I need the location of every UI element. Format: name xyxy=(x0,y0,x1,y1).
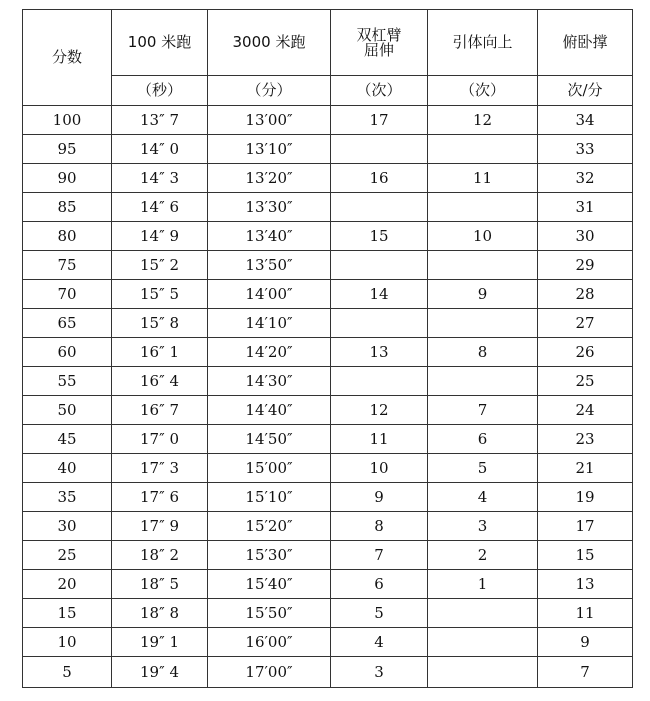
cell-run100: 17″ 0 xyxy=(112,425,208,454)
cell-dips: 4 xyxy=(331,628,428,657)
cell-run100: 18″ 5 xyxy=(112,570,208,599)
table-row xyxy=(23,628,633,657)
table-row xyxy=(23,483,633,512)
cell-run3000: 15′40″ xyxy=(208,570,331,599)
header-pushups: 俯卧撑 xyxy=(538,10,633,76)
cell-score: 55 xyxy=(23,367,112,396)
header-run3000: 3000 米跑 xyxy=(208,10,331,76)
cell-pullups: 10 xyxy=(428,222,538,251)
cell-pushups: 15 xyxy=(538,541,633,570)
table-row xyxy=(23,135,633,164)
cell-pushups: 29 xyxy=(538,251,633,280)
cell-score: 35 xyxy=(23,483,112,512)
cell-dips: 7 xyxy=(331,541,428,570)
cell-run3000: 14′00″ xyxy=(208,280,331,309)
cell-pullups xyxy=(428,193,538,222)
cell-dips xyxy=(331,367,428,396)
cell-score: 85 xyxy=(23,193,112,222)
cell-dips: 16 xyxy=(331,164,428,193)
cell-dips: 5 xyxy=(331,599,428,628)
cell-pullups: 3 xyxy=(428,512,538,541)
table-row xyxy=(23,570,633,599)
cell-pullups xyxy=(428,628,538,657)
cell-score: 40 xyxy=(23,454,112,483)
table-row xyxy=(23,512,633,541)
cell-run3000: 17′00″ xyxy=(208,657,331,688)
cell-run3000: 15′00″ xyxy=(208,454,331,483)
header-dips-line2: 屈伸 xyxy=(363,40,394,59)
table-row xyxy=(23,396,633,425)
unit-pushups: 次/分 xyxy=(538,76,633,106)
table-row xyxy=(23,454,633,483)
table-row xyxy=(23,541,633,570)
cell-score: 70 xyxy=(23,280,112,309)
cell-pullups: 12 xyxy=(428,106,538,135)
cell-score: 15 xyxy=(23,599,112,628)
cell-score: 50 xyxy=(23,396,112,425)
table-row xyxy=(23,251,633,280)
cell-dips: 9 xyxy=(331,483,428,512)
table-row xyxy=(23,425,633,454)
cell-dips: 17 xyxy=(331,106,428,135)
cell-run3000: 13′40″ xyxy=(208,222,331,251)
cell-dips: 15 xyxy=(331,222,428,251)
table-row xyxy=(23,193,633,222)
cell-dips: 10 xyxy=(331,454,428,483)
cell-pullups: 4 xyxy=(428,483,538,512)
cell-run3000: 14′10″ xyxy=(208,309,331,338)
cell-pullups xyxy=(428,135,538,164)
cell-run3000: 15′10″ xyxy=(208,483,331,512)
header-row xyxy=(23,10,633,76)
cell-dips xyxy=(331,193,428,222)
cell-dips: 13 xyxy=(331,338,428,367)
cell-pushups: 30 xyxy=(538,222,633,251)
cell-run3000: 14′20″ xyxy=(208,338,331,367)
cell-pushups: 34 xyxy=(538,106,633,135)
table-row xyxy=(23,599,633,628)
unit-run100: （秒） xyxy=(112,76,208,106)
cell-pullups: 5 xyxy=(428,454,538,483)
cell-run100: 17″ 3 xyxy=(112,454,208,483)
cell-pullups xyxy=(428,367,538,396)
cell-run100: 19″ 1 xyxy=(112,628,208,657)
cell-run100: 19″ 4 xyxy=(112,657,208,688)
units-row xyxy=(23,76,633,106)
cell-run3000: 14′50″ xyxy=(208,425,331,454)
cell-run3000: 13′50″ xyxy=(208,251,331,280)
cell-score: 45 xyxy=(23,425,112,454)
cell-pushups: 32 xyxy=(538,164,633,193)
cell-pullups: 7 xyxy=(428,396,538,425)
cell-run100: 17″ 9 xyxy=(112,512,208,541)
cell-run100: 13″ 7 xyxy=(112,106,208,135)
table-row xyxy=(23,106,633,135)
cell-run3000: 14′40″ xyxy=(208,396,331,425)
cell-dips: 14 xyxy=(331,280,428,309)
cell-run3000: 15′20″ xyxy=(208,512,331,541)
cell-run100: 14″ 9 xyxy=(112,222,208,251)
cell-pullups xyxy=(428,657,538,688)
cell-score: 100 xyxy=(23,106,112,135)
cell-pushups: 13 xyxy=(538,570,633,599)
cell-run3000: 13′10″ xyxy=(208,135,331,164)
cell-score: 20 xyxy=(23,570,112,599)
cell-run100: 14″ 3 xyxy=(112,164,208,193)
cell-score: 25 xyxy=(23,541,112,570)
cell-pullups xyxy=(428,251,538,280)
cell-pushups: 26 xyxy=(538,338,633,367)
cell-pushups: 28 xyxy=(538,280,633,309)
cell-pushups: 21 xyxy=(538,454,633,483)
unit-pullups: （次） xyxy=(428,76,538,106)
cell-pullups xyxy=(428,599,538,628)
cell-score: 75 xyxy=(23,251,112,280)
cell-pullups: 1 xyxy=(428,570,538,599)
cell-score: 90 xyxy=(23,164,112,193)
header-dips xyxy=(331,10,428,76)
cell-pushups: 24 xyxy=(538,396,633,425)
fitness-standards-table xyxy=(22,9,633,688)
cell-pushups: 33 xyxy=(538,135,633,164)
cell-pushups: 23 xyxy=(538,425,633,454)
cell-run100: 16″ 7 xyxy=(112,396,208,425)
cell-run3000: 15′30″ xyxy=(208,541,331,570)
cell-run3000: 13′30″ xyxy=(208,193,331,222)
cell-run3000: 13′00″ xyxy=(208,106,331,135)
cell-dips: 12 xyxy=(331,396,428,425)
table-row xyxy=(23,657,633,688)
cell-pushups: 25 xyxy=(538,367,633,396)
cell-run100: 16″ 4 xyxy=(112,367,208,396)
cell-pullups: 11 xyxy=(428,164,538,193)
header-score: 分数 xyxy=(23,10,112,106)
cell-pullups: 9 xyxy=(428,280,538,309)
cell-run100: 15″ 5 xyxy=(112,280,208,309)
cell-run100: 15″ 8 xyxy=(112,309,208,338)
table-row xyxy=(23,222,633,251)
cell-score: 80 xyxy=(23,222,112,251)
cell-dips xyxy=(331,135,428,164)
cell-run100: 18″ 8 xyxy=(112,599,208,628)
cell-run100: 16″ 1 xyxy=(112,338,208,367)
cell-run3000: 16′00″ xyxy=(208,628,331,657)
cell-run100: 14″ 6 xyxy=(112,193,208,222)
header-run100: 100 米跑 xyxy=(112,10,208,76)
cell-run100: 14″ 0 xyxy=(112,135,208,164)
table-row xyxy=(23,309,633,338)
table-row xyxy=(23,367,633,396)
cell-score: 30 xyxy=(23,512,112,541)
cell-score: 60 xyxy=(23,338,112,367)
cell-dips: 11 xyxy=(331,425,428,454)
cell-pushups: 9 xyxy=(538,628,633,657)
cell-run3000: 14′30″ xyxy=(208,367,331,396)
unit-dips: （次） xyxy=(331,76,428,106)
cell-score: 65 xyxy=(23,309,112,338)
header-pullups: 引体向上 xyxy=(428,10,538,76)
table-row xyxy=(23,280,633,309)
cell-score: 10 xyxy=(23,628,112,657)
cell-run100: 15″ 2 xyxy=(112,251,208,280)
cell-run3000: 13′20″ xyxy=(208,164,331,193)
cell-pullups xyxy=(428,309,538,338)
cell-score: 95 xyxy=(23,135,112,164)
cell-dips xyxy=(331,309,428,338)
cell-pushups: 11 xyxy=(538,599,633,628)
cell-pushups: 7 xyxy=(538,657,633,688)
unit-run3000: （分） xyxy=(208,76,331,106)
cell-dips: 6 xyxy=(331,570,428,599)
table-row xyxy=(23,338,633,367)
cell-pushups: 31 xyxy=(538,193,633,222)
cell-pullups: 6 xyxy=(428,425,538,454)
header-dips-line1: 双杠臂 xyxy=(356,25,402,44)
cell-pushups: 17 xyxy=(538,512,633,541)
cell-pushups: 19 xyxy=(538,483,633,512)
cell-run100: 18″ 2 xyxy=(112,541,208,570)
table-row xyxy=(23,164,633,193)
cell-pullups: 8 xyxy=(428,338,538,367)
cell-run3000: 15′50″ xyxy=(208,599,331,628)
cell-pushups: 27 xyxy=(538,309,633,338)
cell-dips xyxy=(331,251,428,280)
cell-pullups: 2 xyxy=(428,541,538,570)
cell-run100: 17″ 6 xyxy=(112,483,208,512)
cell-dips: 3 xyxy=(331,657,428,688)
cell-dips: 8 xyxy=(331,512,428,541)
cell-score: 5 xyxy=(23,657,112,688)
